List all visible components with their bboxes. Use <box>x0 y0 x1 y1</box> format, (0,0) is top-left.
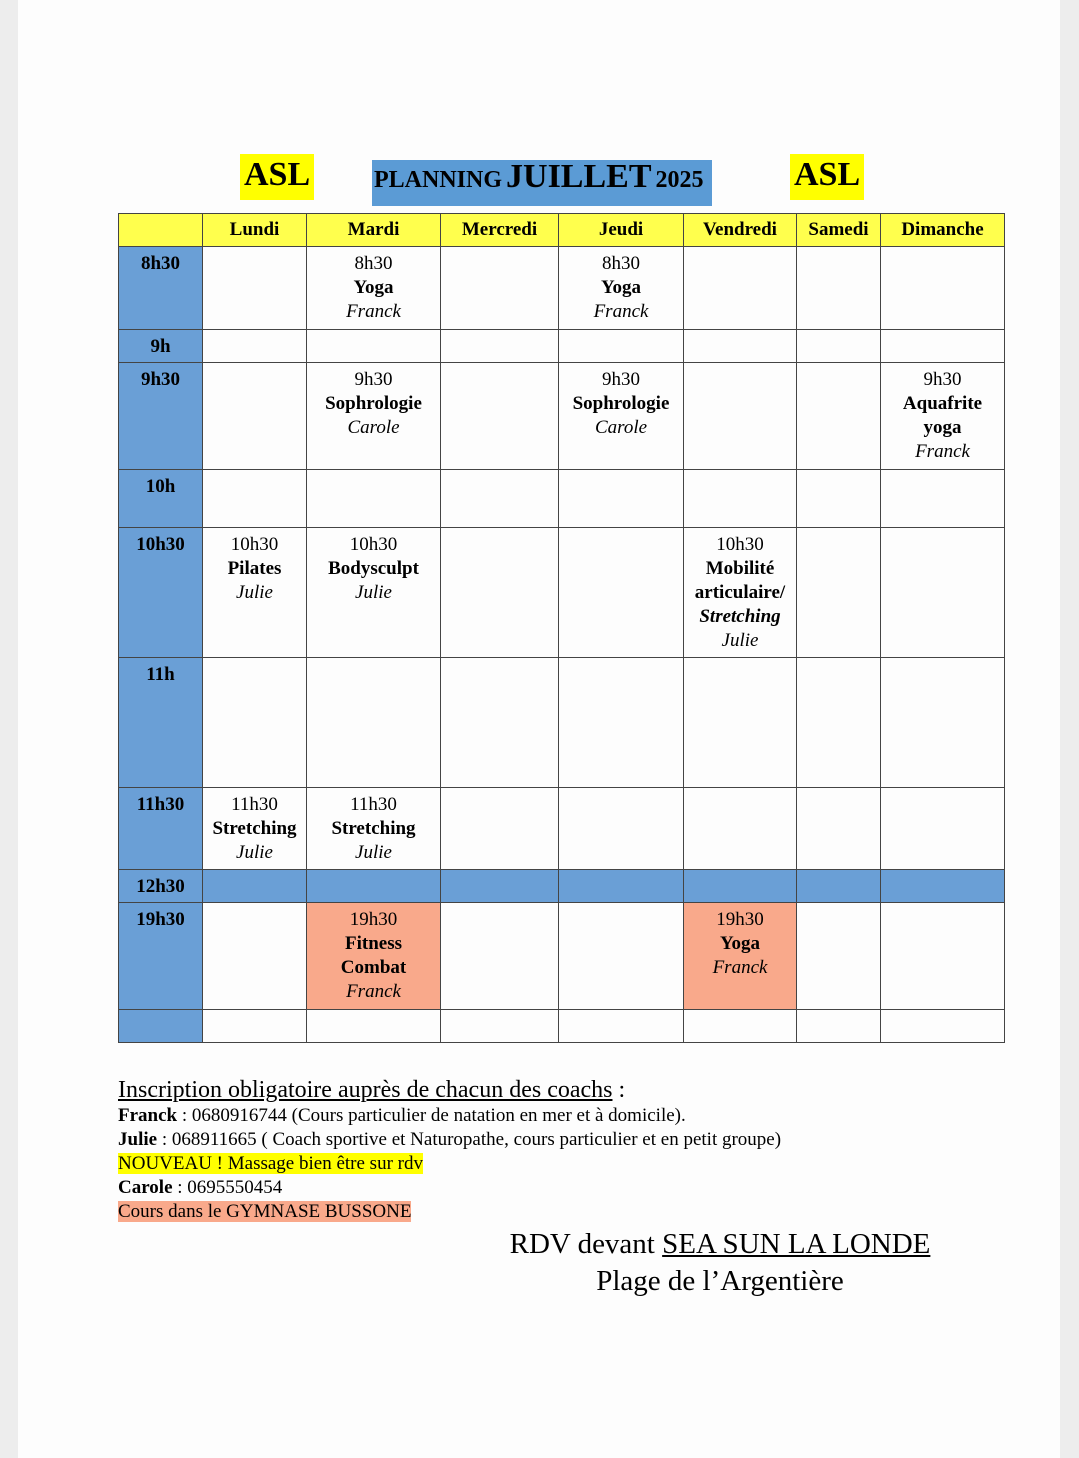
empty-cell <box>307 470 441 528</box>
class-cell <box>307 363 441 470</box>
empty-cell <box>559 1010 684 1043</box>
empty-cell <box>881 788 1005 870</box>
empty-cell <box>307 658 441 788</box>
class-time: 9h30 <box>354 369 393 390</box>
empty-cell <box>307 1010 441 1043</box>
row-blank <box>119 1010 1005 1043</box>
rdv-line <box>490 1226 950 1263</box>
time-label: 10h <box>119 470 203 528</box>
empty-cell <box>441 870 559 903</box>
coach-name: Carole <box>118 1177 173 1198</box>
class-cell <box>203 788 307 870</box>
coach-julie-line <box>118 1128 781 1152</box>
class-coach: Julie <box>721 630 759 651</box>
rdv-block <box>490 1226 950 1300</box>
class-name-line2: Stretching <box>699 606 781 627</box>
class-time: 9h30 <box>602 369 640 390</box>
day-lundi: Lundi <box>203 214 307 247</box>
empty-cell <box>797 247 881 330</box>
empty-cell <box>441 247 559 330</box>
empty-cell <box>797 788 881 870</box>
asl-logo-right: ASL <box>790 154 864 200</box>
class-name: Pilates <box>227 558 282 579</box>
asl-logo-left: ASL <box>240 154 314 200</box>
class-time: 9h30 <box>923 369 962 390</box>
class-name: Yoga <box>353 277 394 298</box>
time-label: 12h30 <box>119 870 203 903</box>
class-coach: Julie <box>236 582 273 603</box>
rdv-place: SEA SUN LA LONDE <box>662 1228 931 1260</box>
empty-cell <box>203 363 307 470</box>
time-label: 8h30 <box>119 247 203 330</box>
notes-section <box>118 1076 781 1224</box>
class-cell <box>307 788 441 870</box>
class-time: 10h30 <box>716 534 764 555</box>
class-coach: Franck <box>346 301 401 322</box>
time-label: 19h30 <box>119 903 203 1010</box>
empty-cell <box>684 658 797 788</box>
empty-cell <box>881 330 1005 363</box>
empty-cell <box>203 658 307 788</box>
empty-cell <box>203 330 307 363</box>
class-coach: Franck <box>712 957 768 978</box>
empty-cell <box>307 870 441 903</box>
empty-cell <box>307 330 441 363</box>
row-10h <box>119 470 1005 528</box>
empty-cell <box>684 1010 797 1043</box>
row-10h30 <box>119 528 1005 658</box>
class-cell <box>559 363 684 470</box>
empty-cell <box>684 788 797 870</box>
day-dimanche: Dimanche <box>881 214 1005 247</box>
empty-cell <box>881 1010 1005 1043</box>
class-name: Sophrologie <box>325 393 422 414</box>
coach-info: : 0680916744 (Cours particulier de natation en mer et à domicile). <box>177 1105 686 1126</box>
empty-cell <box>441 1010 559 1043</box>
empty-cell <box>684 870 797 903</box>
empty-cell <box>203 470 307 528</box>
class-name: Yoga <box>719 933 761 954</box>
class-name: Stretching <box>212 818 297 839</box>
empty-cell <box>441 330 559 363</box>
time-label: 11h30 <box>119 788 203 870</box>
class-time: 10h30 <box>349 534 398 555</box>
rdv-beach: Plage de l’Argentière <box>596 1265 844 1297</box>
class-time: 10h30 <box>230 534 279 555</box>
class-cell <box>307 247 441 330</box>
planning-title <box>372 160 712 206</box>
empty-cell <box>684 330 797 363</box>
row-9h <box>119 330 1005 363</box>
class-time: 19h30 <box>349 909 398 930</box>
empty-cell <box>797 528 881 658</box>
planning-month: JUILLET <box>506 158 652 195</box>
empty-cell <box>441 903 559 1010</box>
empty-cell <box>797 363 881 470</box>
empty-cell <box>203 1010 307 1043</box>
day-header-row <box>119 214 1005 247</box>
class-time: 19h30 <box>716 909 764 930</box>
coach-name: Julie <box>118 1129 158 1150</box>
class-coach: Julie <box>355 582 392 603</box>
planning-label: PLANNING <box>374 167 503 193</box>
nouveau-text: NOUVEAU ! Massage bien être sur rdv <box>118 1153 423 1174</box>
nouveau-line <box>118 1152 781 1176</box>
empty-cell <box>881 658 1005 788</box>
class-name: Fitness Combat <box>340 933 407 978</box>
empty-cell <box>441 470 559 528</box>
class-coach: Julie <box>355 842 392 863</box>
class-name: Stretching <box>331 818 416 839</box>
day-jeudi: Jeudi <box>559 214 684 247</box>
class-time: 11h30 <box>231 794 278 815</box>
document-page <box>18 0 1060 1458</box>
empty-cell <box>797 658 881 788</box>
time-label: 9h30 <box>119 363 203 470</box>
class-cell-gymnase <box>684 903 797 1010</box>
empty-cell <box>441 363 559 470</box>
class-coach: Franck <box>915 441 970 462</box>
coach-franck-line <box>118 1104 781 1128</box>
empty-cell <box>559 470 684 528</box>
row-8h30 <box>119 247 1005 330</box>
row-11h30 <box>119 788 1005 870</box>
schedule-table <box>118 213 1005 1043</box>
planning-year: 2025 <box>655 167 704 193</box>
empty-cell <box>559 528 684 658</box>
class-name: Aquafrite yoga <box>902 393 983 438</box>
class-name: Yoga <box>600 277 642 298</box>
empty-cell <box>684 363 797 470</box>
row-19h30 <box>119 903 1005 1010</box>
time-label: 10h30 <box>119 528 203 658</box>
class-cell <box>881 363 1005 470</box>
coach-carole-line <box>118 1176 781 1200</box>
empty-cell <box>559 903 684 1010</box>
notes-title-suffix: : <box>612 1077 626 1103</box>
empty-cell <box>881 247 1005 330</box>
empty-cell <box>797 330 881 363</box>
coach-name: Franck <box>118 1105 178 1126</box>
time-label: 11h <box>119 658 203 788</box>
empty-cell <box>881 870 1005 903</box>
empty-cell <box>797 470 881 528</box>
notes-title-text: Inscription obligatoire auprès de chacun des coachs <box>118 1077 613 1103</box>
empty-cell <box>441 528 559 658</box>
class-coach: Carole <box>347 417 400 438</box>
empty-cell <box>559 870 684 903</box>
class-coach: Carole <box>594 417 648 438</box>
empty-cell <box>559 788 684 870</box>
class-cell <box>203 528 307 658</box>
row-9h30 <box>119 363 1005 470</box>
empty-cell <box>684 247 797 330</box>
time-label <box>119 1010 203 1043</box>
empty-cell <box>797 903 881 1010</box>
empty-cell <box>881 470 1005 528</box>
class-coach: Franck <box>346 981 401 1002</box>
empty-cell <box>203 870 307 903</box>
empty-cell <box>684 470 797 528</box>
corner-cell <box>119 214 203 247</box>
class-cell <box>307 528 441 658</box>
empty-cell <box>559 330 684 363</box>
empty-cell <box>881 528 1005 658</box>
day-mardi: Mardi <box>307 214 441 247</box>
empty-cell <box>797 870 881 903</box>
empty-cell <box>441 658 559 788</box>
class-cell <box>684 528 797 658</box>
row-11h <box>119 658 1005 788</box>
class-cell <box>559 247 684 330</box>
empty-cell <box>203 247 307 330</box>
rdv-prefix: RDV devant <box>509 1228 663 1260</box>
empty-cell <box>559 658 684 788</box>
gymnase-text: Cours dans le GYMNASE BUSSONE <box>118 1201 412 1222</box>
class-time: 11h30 <box>350 794 397 815</box>
day-vendredi: Vendredi <box>684 214 797 247</box>
class-cell-gymnase <box>307 903 441 1010</box>
empty-cell <box>203 903 307 1010</box>
gymnase-line <box>118 1200 781 1224</box>
class-name: Mobilité articulaire/ <box>694 558 786 603</box>
day-mercredi: Mercredi <box>441 214 559 247</box>
empty-cell <box>797 1010 881 1043</box>
notes-title <box>118 1076 781 1104</box>
empty-cell <box>441 788 559 870</box>
time-label: 9h <box>119 330 203 363</box>
class-name: Sophrologie <box>572 393 670 414</box>
class-coach: Franck <box>593 301 649 322</box>
coach-info: : 0695550454 <box>172 1177 283 1198</box>
coach-info: : 068911665 ( Coach sportive et Naturopathe, cours particulier et en petit groupe) <box>157 1129 782 1150</box>
class-coach: Julie <box>236 842 273 863</box>
class-time: 8h30 <box>602 253 640 274</box>
class-time: 8h30 <box>354 253 393 274</box>
day-samedi: Samedi <box>797 214 881 247</box>
row-12h30 <box>119 870 1005 903</box>
class-name: Bodysculpt <box>328 558 419 579</box>
empty-cell <box>881 903 1005 1010</box>
